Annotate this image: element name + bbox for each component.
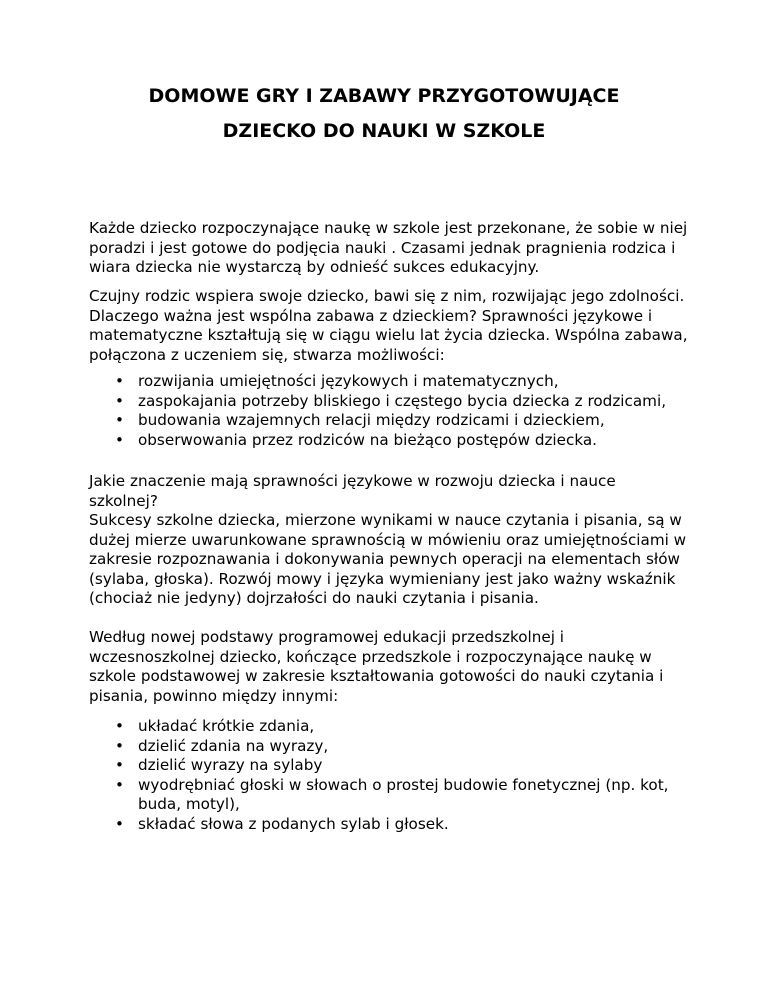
list-item: • rozwijania umiejętności językowych i matematycznych, <box>115 372 559 390</box>
bullet-icon: • <box>115 775 124 794</box>
bullet-icon: • <box>115 736 124 755</box>
possibilities-list <box>89 372 689 450</box>
paragraph-parent-support: Czujny rodzic wspiera swoje dziecko, bawi się z nim, rozwijając jego zdolności. Dlaczego ważna jest wspólna zabawa z dzieckiem? Sprawności językowe i matematyczne kształtują się w ciągu wielu lat życia dziecka. Wspólna zabawa, połączona z uczeniem się, stwarza możliwości: <box>89 287 688 364</box>
paragraph-curriculum: Według nowej podstawy programowej edukacji przedszkolnej i wczesnoszkolnej dziecko, kończące przedszkole i rozpoczynające naukę w szkole podstawowej w zakresie kształtowania gotowości do nauki czytania i pisania, powinno między innymi: <box>89 628 664 705</box>
list-item: • składać słowa z podanych sylab i głosek. <box>115 814 449 833</box>
skills-list <box>89 717 689 834</box>
bullet-icon: • <box>115 372 124 390</box>
paragraph-question: Jakie znaczenie mają sprawności językowe w rozwoju dziecka i nauce szkolnej? <box>89 472 616 510</box>
paragraph-language-skills <box>89 472 689 609</box>
bullet-icon: • <box>115 430 124 449</box>
bullet-icon: • <box>115 756 124 774</box>
list-item: • dzielić wyrazy na sylaby <box>115 756 323 774</box>
list-item: • wyodrębniać głoski w słowach o prostej budowie fonetycznej (np. kot, buda, motyl), <box>115 775 669 813</box>
bullet-icon: • <box>115 411 124 429</box>
bullet-icon: • <box>115 717 124 735</box>
bullet-icon: • <box>115 391 124 410</box>
list-item: • obserwowania przez rodziców na bieżąco postępów dziecka. <box>115 430 598 449</box>
list-item: • układać krótkie zdania, <box>115 717 315 735</box>
document-title-line-2: DZIECKO DO NAUKI W SZKOLE <box>222 120 546 142</box>
paragraph-intro: Każde dziecko rozpoczynające naukę w szkole jest przekonane, że sobie w niej poradzi i jest gotowe do podjęcia nauki . Czasami jednak pragnienia rodzica i wiara dziecka nie wystarczą by odnieść sukces edukacyjny. <box>89 219 688 276</box>
list-item: • dzielić zdania na wyrazy, <box>115 736 329 755</box>
document-title-line-1: DOMOWE GRY I ZABAWY PRZYGOTOWUJĄCE <box>148 85 620 107</box>
paragraph-answer: Sukcesy szkolne dziecka, mierzone wynikami w nauce czytania i pisania, są w dużej mierze uwarunkowane sprawnością w mówieniu oraz umiejętnościami w zakresie rozpoznawania i dokonywania pewnych operacji na elementach słów (sylaba, głoska). Rozwój mowy i języka wymieniany jest jako ważny wskaźnik (chociaż nie jedyny) dojrzałości do nauki czytania i pisania. <box>89 511 687 607</box>
bullet-icon: • <box>115 814 124 833</box>
list-item: • budowania wzajemnych relacji między rodzicami i dzieckiem, <box>115 411 605 429</box>
list-item: • zaspokajania potrzeby bliskiego i częstego bycia dziecka z rodzicami, <box>115 391 667 410</box>
